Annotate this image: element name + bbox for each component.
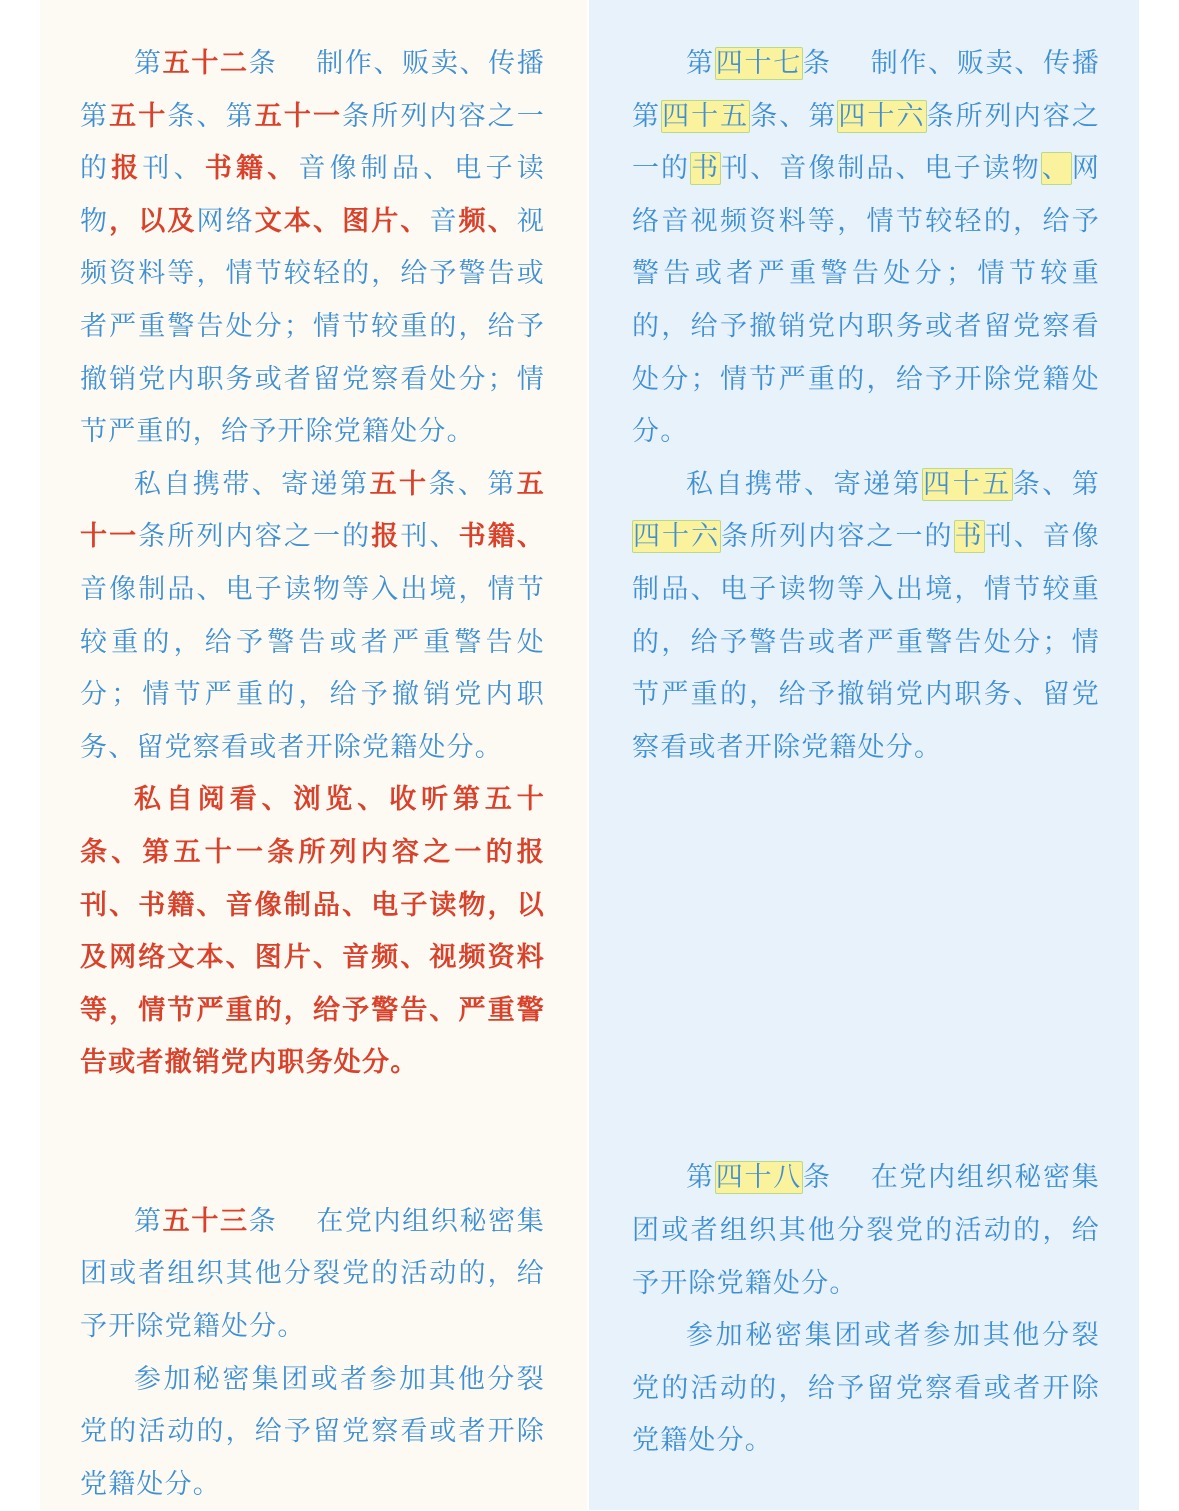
text-segment: 第 [134,1205,163,1237]
article-52-paragraph-2 [80,459,545,775]
highlighted-text: 、 [1041,153,1071,185]
text-segment: 第 [686,1162,715,1194]
old-version-column [589,0,1139,1510]
text-segment: 私自携带、寄递第 [134,468,370,500]
text-segment: 第 [134,48,163,79]
text-segment: 音像制品、电子读物等入出境，情节较重的，给予警告或者严重警告处分；情节严重的，给予撤销党内职务、留党察看或者开除党籍处分。 [80,573,545,763]
changed-text: 文本、图片、 [254,205,430,237]
text-segment: 条 制作、贩卖、传播第 [80,48,546,132]
section-divider [80,1143,545,1196]
highlighted-text: 书 [954,521,984,553]
text-segment: 条 在党内组织秘密集团或者组织其他分裂党的活动的，给予开除党籍处分。 [80,1205,546,1343]
changed-text: 书籍、 [204,153,299,185]
new-version-column [40,0,587,1510]
text-segment: 音 [429,205,459,237]
text-segment: 条 制作、贩卖、传播第 [632,48,1100,132]
highlighted-text: 四十七 [715,48,802,79]
changed-text: 五十 [369,468,429,500]
text-segment: 网络 [196,205,255,237]
article-52-paragraph-1 [80,38,545,459]
changed-text: 五十二 [162,48,249,79]
text-segment: 刊、 [142,153,205,185]
text-segment: 条、第 [428,468,517,500]
article-53-paragraph-1 [80,1196,545,1354]
text-segment: 条 在党内组织秘密集团或者组织其他分裂党的活动的，给予开除党籍处分。 [632,1162,1100,1299]
changed-text: 报 [111,153,143,185]
highlighted-text: 书 [691,153,721,185]
highlighted-text: 四十五 [923,468,1012,500]
text-segment: 条所列内容之一的 [721,521,954,553]
text-segment: 条、第 [750,100,838,132]
highlighted-text: 四十六 [633,521,721,553]
highlighted-text: 四十六 [838,100,926,132]
changed-text: 五十一 [80,468,545,553]
text-segment: 刊、音像制品、电子读物等入出境，情节较重的，给予警告或者严重警告处分；情节严重的，给予撤销党内职务、留党察看或者开除党籍处分。 [632,521,1100,763]
article-48-paragraph-1 [632,1152,1100,1310]
changed-text: 报 [371,521,401,553]
changed-text: 五十一 [254,100,343,132]
changed-text: 书籍、 [458,521,546,553]
text-segment: 条所列内容之一的 [80,100,545,185]
highlighted-text: 四十五 [662,100,750,132]
text-segment: 私自携带、寄递第 [686,468,923,500]
changed-text: ，以及 [109,205,197,237]
text-segment: 条所列内容之一的 [138,521,372,553]
text-segment: 条、第 [167,100,255,132]
highlighted-text: 四十八 [715,1162,802,1194]
text-segment: 第 [686,48,715,79]
article-53-paragraph-2: 参加秘密集团或者参加其他分裂党的活动的，给予留党察看或者开除党籍处分。 [80,1363,545,1500]
article-47-paragraph-1 [632,38,1100,459]
text-segment: 刊、 [400,521,459,553]
text-segment: 条所列内容之一的 [632,100,1100,185]
text-segment: 条、第 [1012,468,1100,500]
article-52-paragraph-3-new: 私自阅看、浏览、收听第五十条、第五十一条所列内容之一的报刊、书籍、音像制品、电子读物，以及网络文本、图片、音频、视频资料等，情节严重的，给予警告、严重警告或者撤销党内职务处分。 [80,784,545,1079]
text-segment: 刊、音像制品、电子读物 [721,153,1041,185]
changed-text: 五十三 [162,1205,249,1237]
text-segment: 网络音视频资料等，情节较轻的，给予警告或者严重警告处分；情节较重的，给予撤销党内职务或者留党察看处分；情节严重的，给予开除党籍处分。 [632,153,1101,448]
section-divider [80,1090,545,1143]
article-48-paragraph-2: 参加秘密集团或者参加其他分裂党的活动的，给予留党察看或者开除党籍处分。 [632,1320,1100,1457]
changed-text: 频、 [458,205,517,237]
blank-space [632,774,1100,1152]
changed-text: 五十 [109,100,168,132]
text-segment: 音像制品、电子读物 [80,153,545,237]
article-47-paragraph-2 [632,459,1100,775]
text-segment: 视频资料等，情节较轻的，给予警告或者严重警告处分；情节较重的，给予撤销党内职务或者留党察看处分；情节严重的，给予开除党籍处分。 [80,205,546,448]
